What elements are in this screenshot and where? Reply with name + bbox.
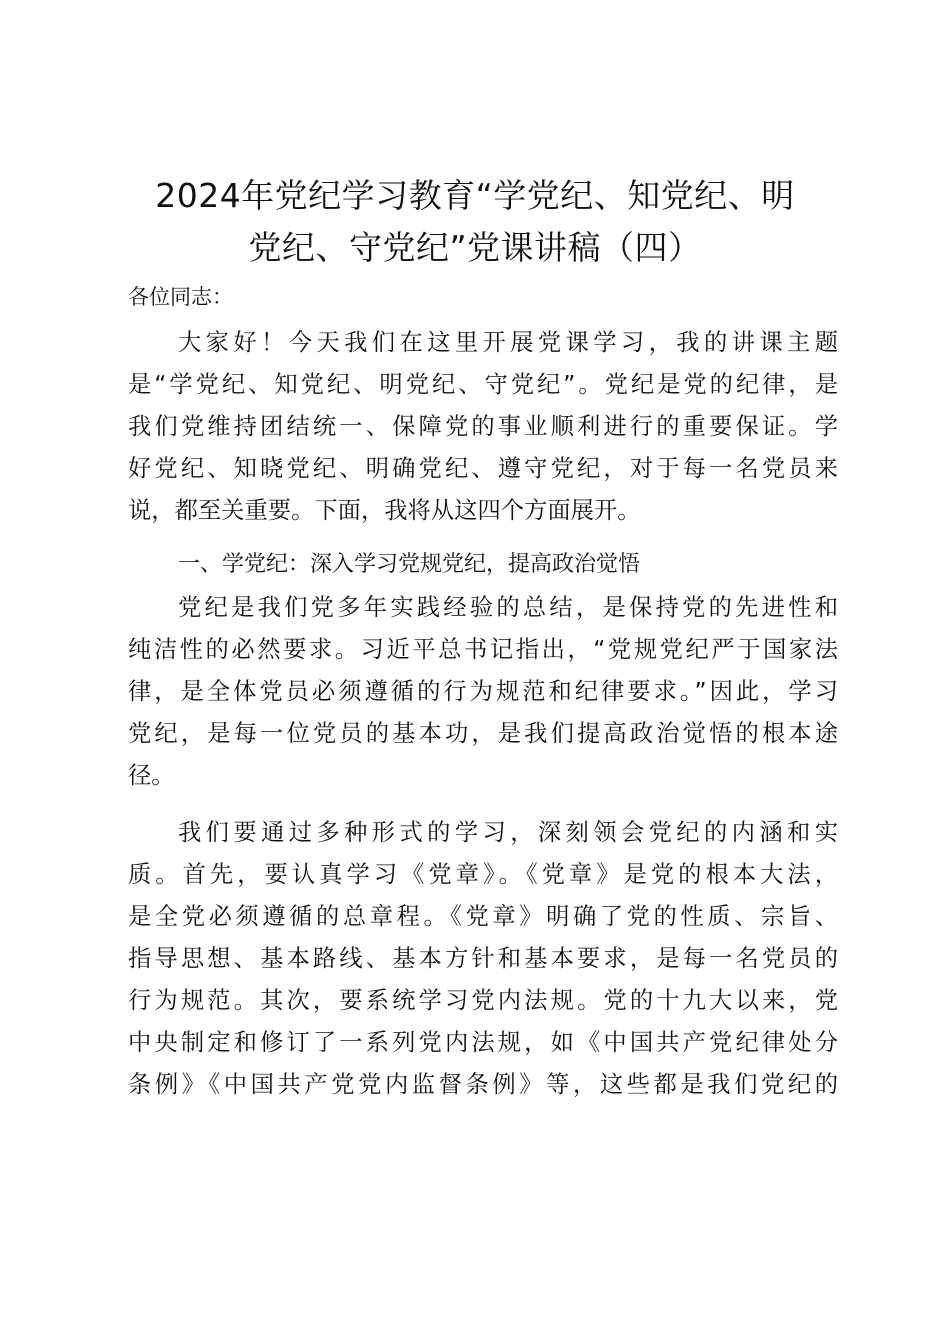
text-line: 好党纪、知晓党纪、明确党纪、遵守党纪，对于每一名党员来 xyxy=(128,455,838,482)
text-line: 说，都至关重要。下面，我将从这四个方面展开。 xyxy=(128,497,641,524)
text-line: 我们要通过多种形式的学习，深刻领会党纪的内涵和实 xyxy=(178,819,838,846)
text-line: 纯洁性的必然要求。习近平总书记指出，“党规党纪严于国家法 xyxy=(128,636,838,663)
text-line: 党纪，是每一位党员的基本功，是我们提高政治觉悟的根本途 xyxy=(128,720,838,747)
paragraph-section-1a xyxy=(128,587,838,797)
text-line: 中央制定和修订了一系列党内法规，如《中国共产党纪律处分 xyxy=(128,1029,838,1056)
text-line: 是全党必须遵循的总章程。《党章》明确了党的性质、宗旨、 xyxy=(128,903,838,930)
text-line: 质。首先，要认真学习《党章》。《党章》是党的根本大法， xyxy=(128,861,838,888)
title-line-2: 党纪、守党纪”党课讲稿（四） xyxy=(248,228,702,267)
text-line: 行为规范。其次，要系统学习党内法规。党的十九大以来，党 xyxy=(128,987,838,1014)
paragraph-intro xyxy=(128,322,838,532)
text-line: 径。 xyxy=(128,762,175,789)
text-line: 党纪是我们党多年实践经验的总结，是保持党的先进性和 xyxy=(178,594,838,621)
document-title xyxy=(120,170,830,274)
text-line: 条例》《中国共产党党内监督条例》等，这些都是我们党纪的 xyxy=(128,1071,838,1098)
salutation: 各位同志： xyxy=(128,285,233,309)
paragraph-section-1b xyxy=(128,812,838,1106)
text-line: 大家好！今天我们在这里开展党课学习，我的讲课主题 xyxy=(178,329,838,356)
text-line: 是“学党纪、知党纪、明党纪、守党纪”。党纪是党的纪律，是 xyxy=(128,371,838,398)
title-line-1: 2024年党纪学习教育“学党纪、知党纪、明 xyxy=(155,176,795,215)
text-line: 指导思想、基本路线、基本方针和基本要求，是每一名党员的 xyxy=(128,945,838,972)
section-heading-1: 一、学党纪：深入学习党规党纪，提高政治觉悟 xyxy=(178,552,641,577)
text-line: 律，是全体党员必须遵循的行为规范和纪律要求。”因此，学习 xyxy=(128,678,838,705)
text-line: 我们党维持团结统一、保障党的事业顺利进行的重要保证。学 xyxy=(128,413,838,440)
